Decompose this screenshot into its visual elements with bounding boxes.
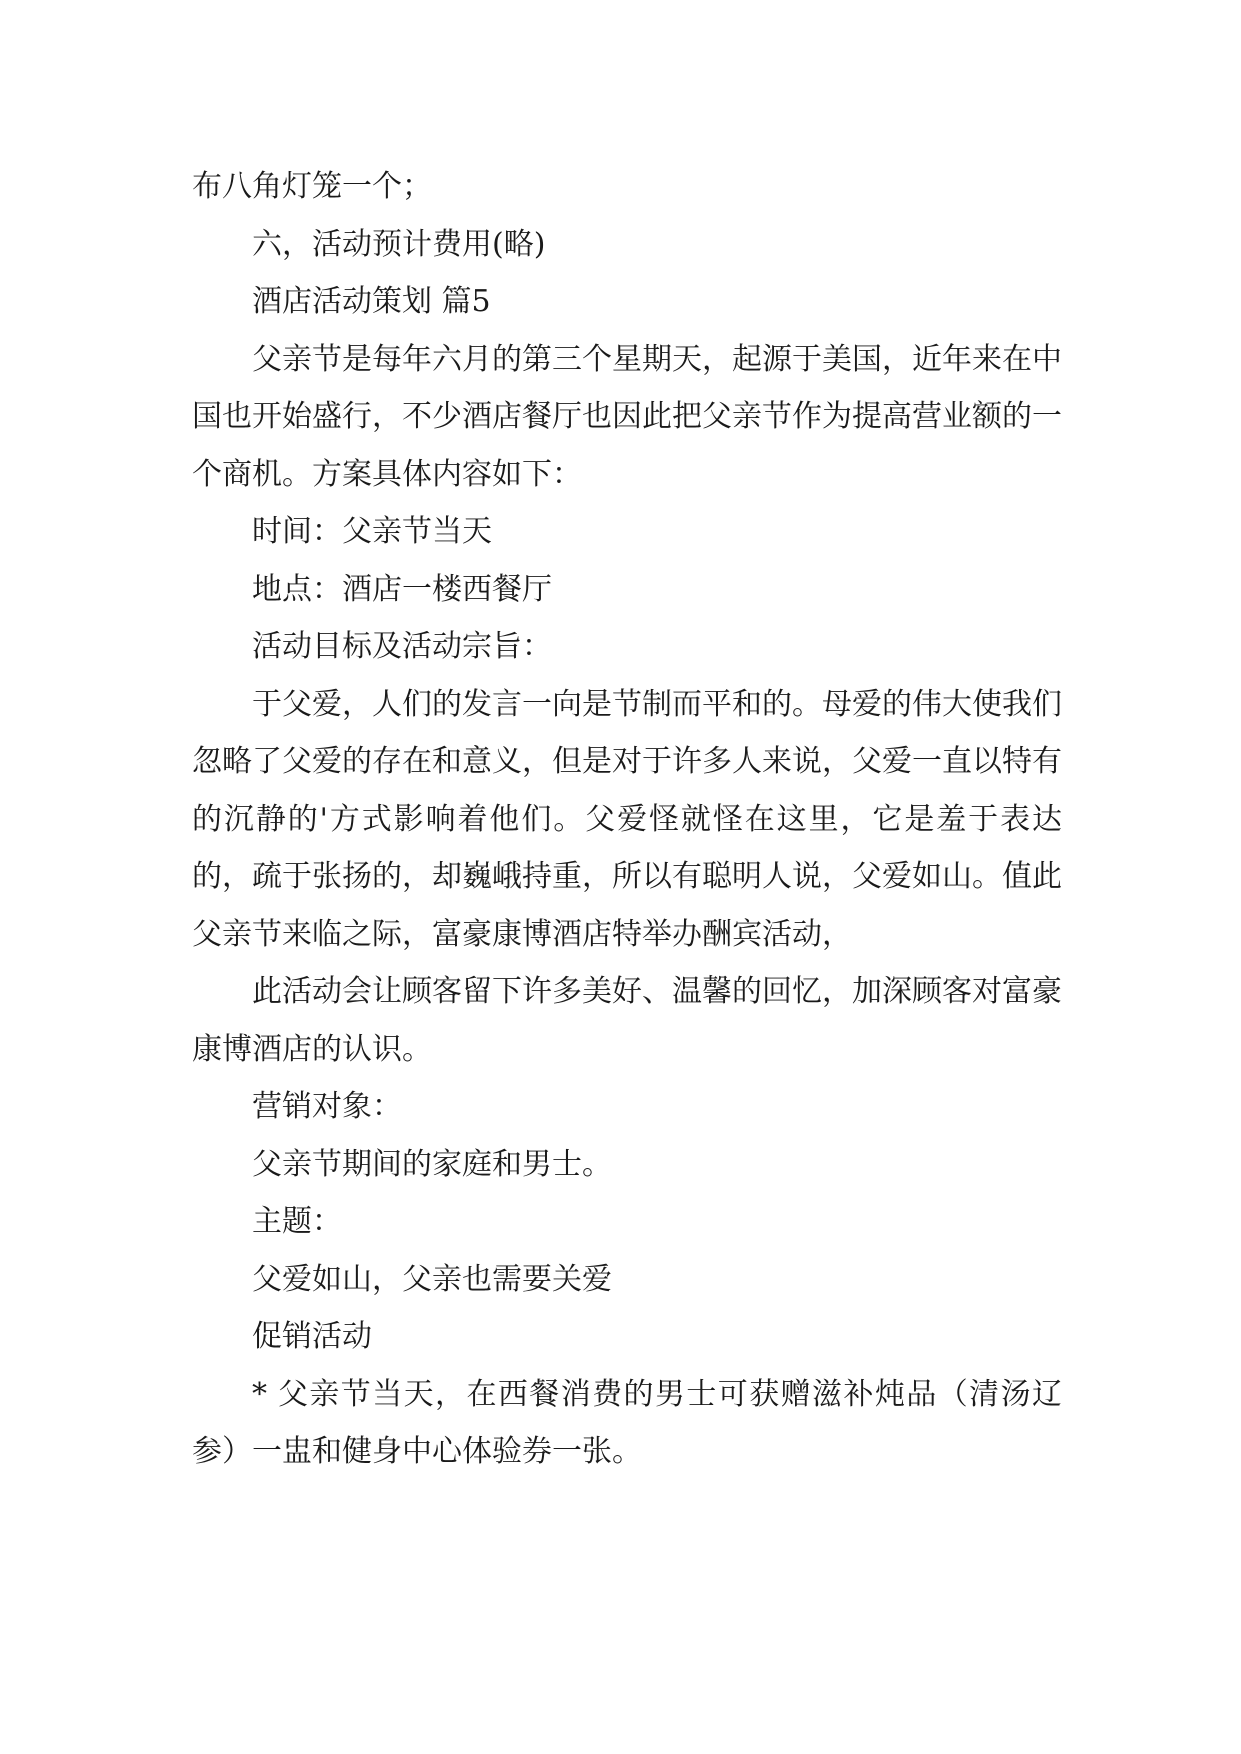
paragraph-promo-heading: 促销活动 [252, 1319, 372, 1354]
paragraph-promo-item: * 父亲节当天，在西餐消费的男士可获赠滋补炖品（清汤辽参）一盅和健身中心体验券一张。 [192, 1376, 1062, 1469]
paragraph-goals-body: 于父爱，人们的发言一向是节制而平和的。母爱的伟大使我们忽略了父爱的存在和意义，但是对于许多人来说，父爱一直以特有的沉静的'方式影响着他们。父爱怪就怪在这里，它是羞于表达的，疏于张扬的，却巍峨持重，所以有聪明人说，父爱如山。值此父亲节来临之际，富豪康博酒店特举办酬宾活动， [192, 686, 1062, 952]
paragraph-memories: 此活动会让顾客留下许多美好、温馨的回忆，加深顾客对富豪康博酒店的认识。 [192, 974, 1062, 1067]
section-heading: 酒店活动策划 篇5 [252, 284, 491, 319]
paragraph-theme-heading: 主题： [252, 1204, 342, 1239]
paragraph-budget: 六，活动预计费用(略) [252, 226, 546, 262]
paragraph-target-heading: 营销对象： [252, 1089, 402, 1124]
paragraph-location: 地点：酒店一楼西餐厅 [252, 571, 552, 607]
paragraph-intro: 父亲节是每年六月的第三个星期天，起源于美国，近年来在中国也开始盛行，不少酒店餐厅也因此把父亲节作为提高营业额的一个商机。方案具体内容如下： [192, 341, 1062, 492]
paragraph-target-body: 父亲节期间的家庭和男士。 [252, 1146, 612, 1182]
paragraph-lantern: 布八角灯笼一个； [192, 169, 432, 204]
document-body [192, 158, 1062, 1481]
paragraph-time: 时间：父亲节当天 [252, 514, 492, 549]
paragraph-goals-heading: 活动目标及活动宗旨： [252, 629, 552, 664]
paragraph-theme-body: 父爱如山，父亲也需要关爱 [252, 1261, 612, 1297]
